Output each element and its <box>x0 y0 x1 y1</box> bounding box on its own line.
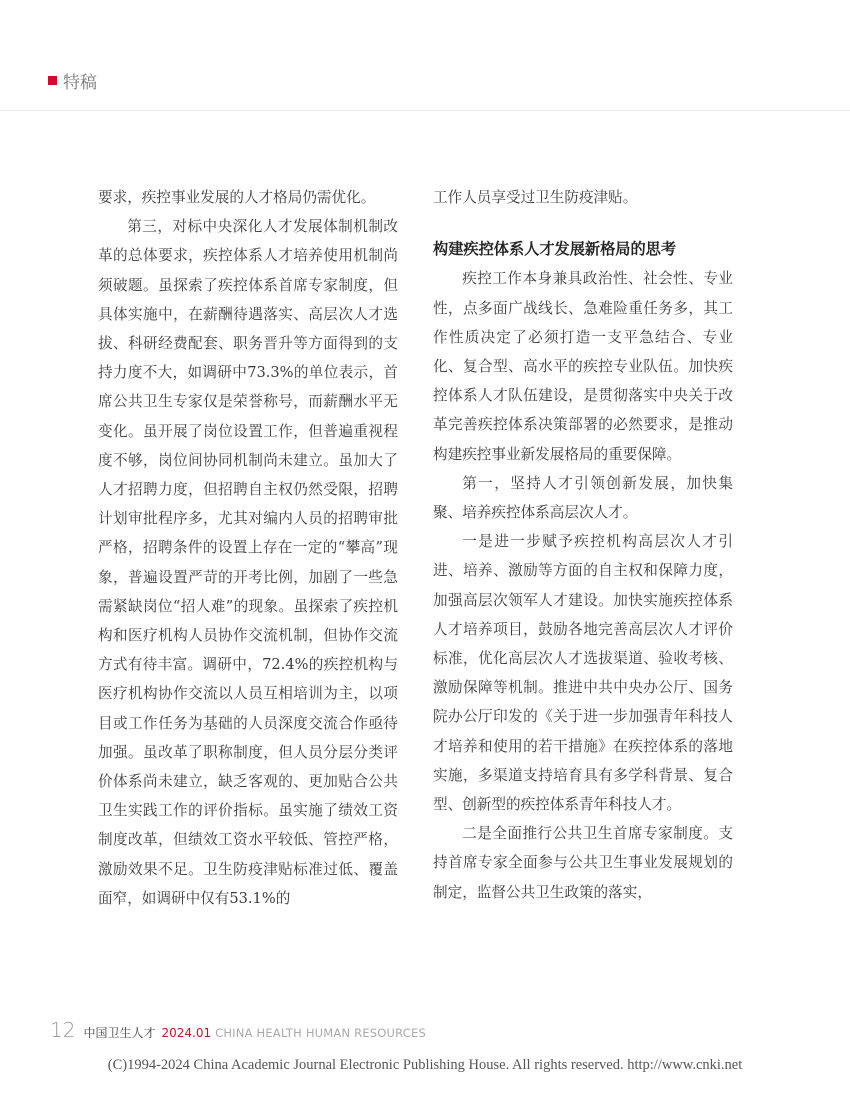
copyright-notice: (C)1994-2024 China Academic Journal Electronic Publishing House. All rights reserved. http://www.cnki.net <box>107 1057 743 1073</box>
journal-english-name: CHINA HEALTH HUMAN RESOURCES <box>215 1026 426 1040</box>
journal-name: 中国卫生人才 <box>83 1026 156 1040</box>
right-paragraph-1: 第一，坚持人才引领创新发展，加快集聚、培养疾控体系高层次人才。 <box>433 474 733 522</box>
page-number: 12 <box>50 1018 76 1042</box>
section-label: 特稿 <box>63 73 97 93</box>
section-heading: 构建疾控体系人才发展新格局的思考 <box>433 240 676 259</box>
page-footer <box>50 1018 426 1042</box>
section-marker-icon <box>48 76 57 85</box>
journal-issue: 2024.01 <box>161 1026 212 1040</box>
right-paragraph-0: 疾控工作本身兼具政治性、社会性、专业性，点多面广战线长、急难险重任务多，其工作性质决定了必须打造一支平急结合、专业化、复合型、高水平的疾控专业队伍。加快疾控体系人才队伍建设，是贯彻落实中央关于改革完善疾控体系决策部署的必然要求，是推动构建疾控事业新发展格局的重要保障。 <box>433 270 733 463</box>
left-paragraph-0: 要求，疾控事业发展的人才格局仍需优化。 <box>98 189 376 206</box>
right-paragraph-3: 二是全面推行公共卫生首席专家制度。支持首席专家全面参与公共卫生事业发展规划的制定，监督公共卫生政策的落实， <box>433 825 733 901</box>
header-divider <box>0 110 850 111</box>
right-paragraph-2: 一是进一步赋予疾控机构高层次人才引进、培养、激励等方面的自主权和保障力度，加强高层次领军人才建设。加快实施疾控体系人才培养项目，鼓励各地完善高层次人才评价标准，优化高层次人才选拔渠道、验收考核、激励保障等机制。推进中共中央办公厅、国务院办公厅印发的《关于进一步加强青年科技人才培养和使用的若干措施》在疾控体系的落地实施，多渠道支持培育具有多学科背景、复合型、创新型的疾控体系青年科技人才。 <box>433 533 733 814</box>
left-paragraph-1: 第三，对标中央深化人才发展体制机制改革的总体要求，疾控体系人才培养使用机制尚须破题。虽探索了疾控体系首席专家制度，但具体实施中，在薪酬待遇落实、高层次人才选拔、科研经费配套、职务晋升等方面得到的支持力度不大，如调研中73.3%的单位表示，首席公共卫生专家仅是荣誉称号，而薪酬水平无变化。虽开展了岗位设置工作，但普遍重视程度不够，岗位间协同机制尚未建立。虽加大了人才招聘力度，但招聘自主权仍然受限，招聘计划审批程序多，尤其对编内人员的招聘审批严格，招聘条件的设置上存在一定的“攀高”现象，普遍设置严苛的开考比例，加剧了一些急需紧缺岗位“招人难”的现象。虽探索了疾控机构和医疗机构人员协作交流机制，但协作交流方式有待丰富。调研中，72.4%的疾控机构与医疗机构协作交流以人员互相培训为主，以项目或工作任务为基础的人员深度交流合作亟待加强。虽改革了职称制度，但人员分层分类评价体系尚未建立，缺乏客观的、更加贴合公共卫生实践工作的评价指标。虽实施了绩效工资制度改革，但绩效工资水平较低、管控严格，激励效果不足。卫生防疫津贴标准过低、覆盖面窄，如调研中仅有53.1%的 <box>98 218 398 907</box>
right-column <box>433 183 733 907</box>
left-column <box>98 183 398 913</box>
right-first-line: 工作人员享受过卫生防疫津贴。 <box>433 189 638 206</box>
section-tag <box>48 68 97 93</box>
